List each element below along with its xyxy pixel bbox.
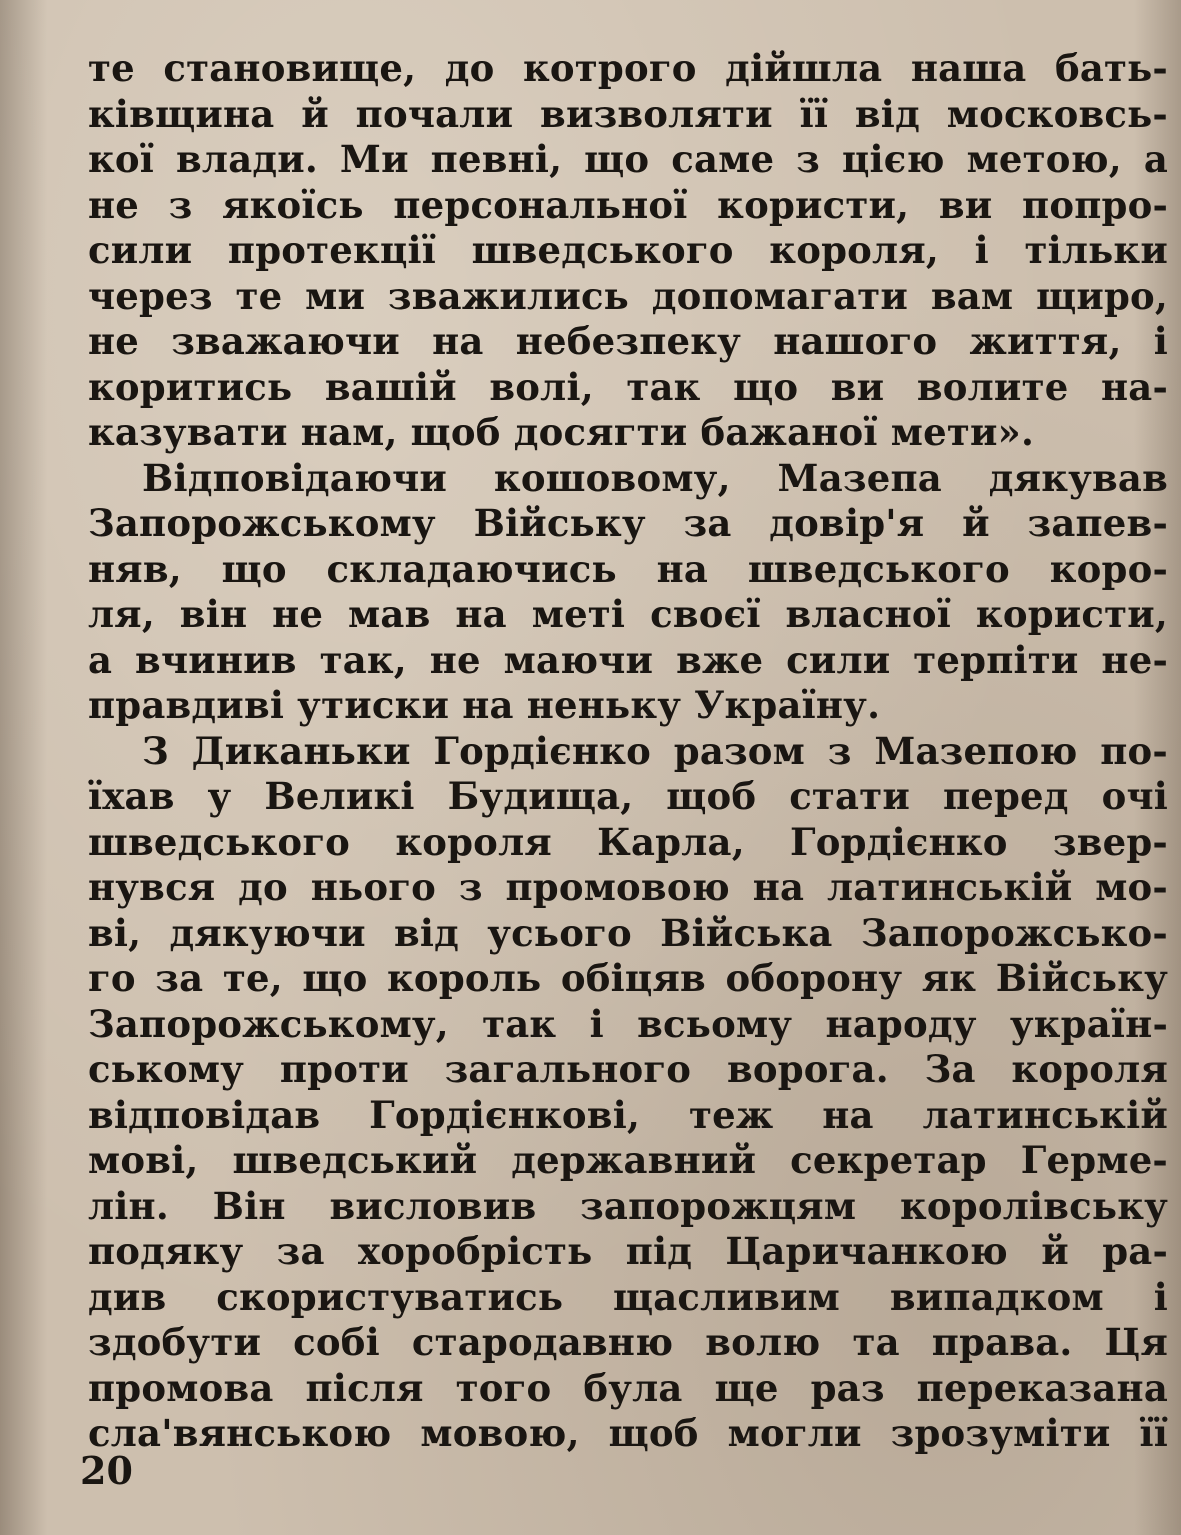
- text-line: ському проти загального ворога. За короля: [88, 1047, 1168, 1091]
- text-line: Запорожському Війську за довір'я й запев-: [88, 501, 1168, 545]
- text-line: правдиві утиски на неньку Україну.: [88, 683, 881, 727]
- text-line: мові, шведський державний секретар Герме-: [88, 1138, 1168, 1182]
- text-line: подяку за хоробрість під Царичанкою й ра-: [88, 1229, 1168, 1273]
- text-line: здобути собі стародавню волю та права. Ця: [88, 1320, 1168, 1364]
- text-line: те становище, до котрого дійшла наша бать-: [88, 46, 1168, 90]
- text-line: казувати нам, щоб досягти бажаної мети».: [88, 410, 1035, 454]
- text-line: Запорожському, так і всьому народу україн-: [88, 1001, 1168, 1046]
- text-line: ківщина й почали визволяти її від московсь-: [88, 91, 1168, 136]
- text-line: не з якоїсь персональної користи, ви попро-: [88, 182, 1168, 227]
- text-line: ві, дякуючи від усього Війська Запорожсько-: [88, 910, 1168, 955]
- text-line: няв, що складаючись на шведського коро-: [88, 546, 1168, 591]
- text-line: го за те, що король обіцяв оборону як Війську: [88, 956, 1168, 1000]
- body-text: [88, 46, 1168, 1457]
- text-line: З Диканьки Гордієнко разом з Мазепою по-: [142, 728, 1168, 773]
- text-line: див скористуватись щасливим випадком і: [88, 1274, 1168, 1319]
- text-line: нувся до нього з промовою на латинській мо-: [88, 865, 1168, 909]
- text-line: лін. Він висловив запорожцям королівську: [88, 1183, 1168, 1228]
- text-line: через те ми зважились допомагати вам щиро,: [88, 273, 1168, 318]
- text-line: промова після того була ще раз переказана: [88, 1365, 1168, 1410]
- text-line: шведського короля Карла, Гордієнко звер-: [88, 819, 1168, 864]
- text-line: не зважаючи на небезпеку нашого життя, і: [88, 319, 1168, 363]
- page-number: 20: [80, 1448, 133, 1493]
- text-line: Відповідаючи кошовому, Мазепа дякував: [142, 455, 1168, 500]
- text-line: сили протекції шведського короля, і тільки: [88, 228, 1168, 272]
- text-line: кої влади. Ми певні, що саме з цією метою, а: [88, 137, 1168, 181]
- text-line: ля, він не мав на меті своєї власної користи,: [88, 592, 1168, 636]
- text-line: їхав у Великі Будища, щоб стати перед очі: [88, 774, 1168, 818]
- text-line: а вчинив так, не маючи вже сили терпіти не-: [88, 637, 1168, 682]
- text-line: відповідав Гордієнкові, теж на латинській: [88, 1092, 1168, 1137]
- text-line: коритись вашій волі, так що ви волите на-: [88, 364, 1168, 409]
- text-line: сла'вянською мовою, щоб могли зрозуміти її: [88, 1411, 1168, 1455]
